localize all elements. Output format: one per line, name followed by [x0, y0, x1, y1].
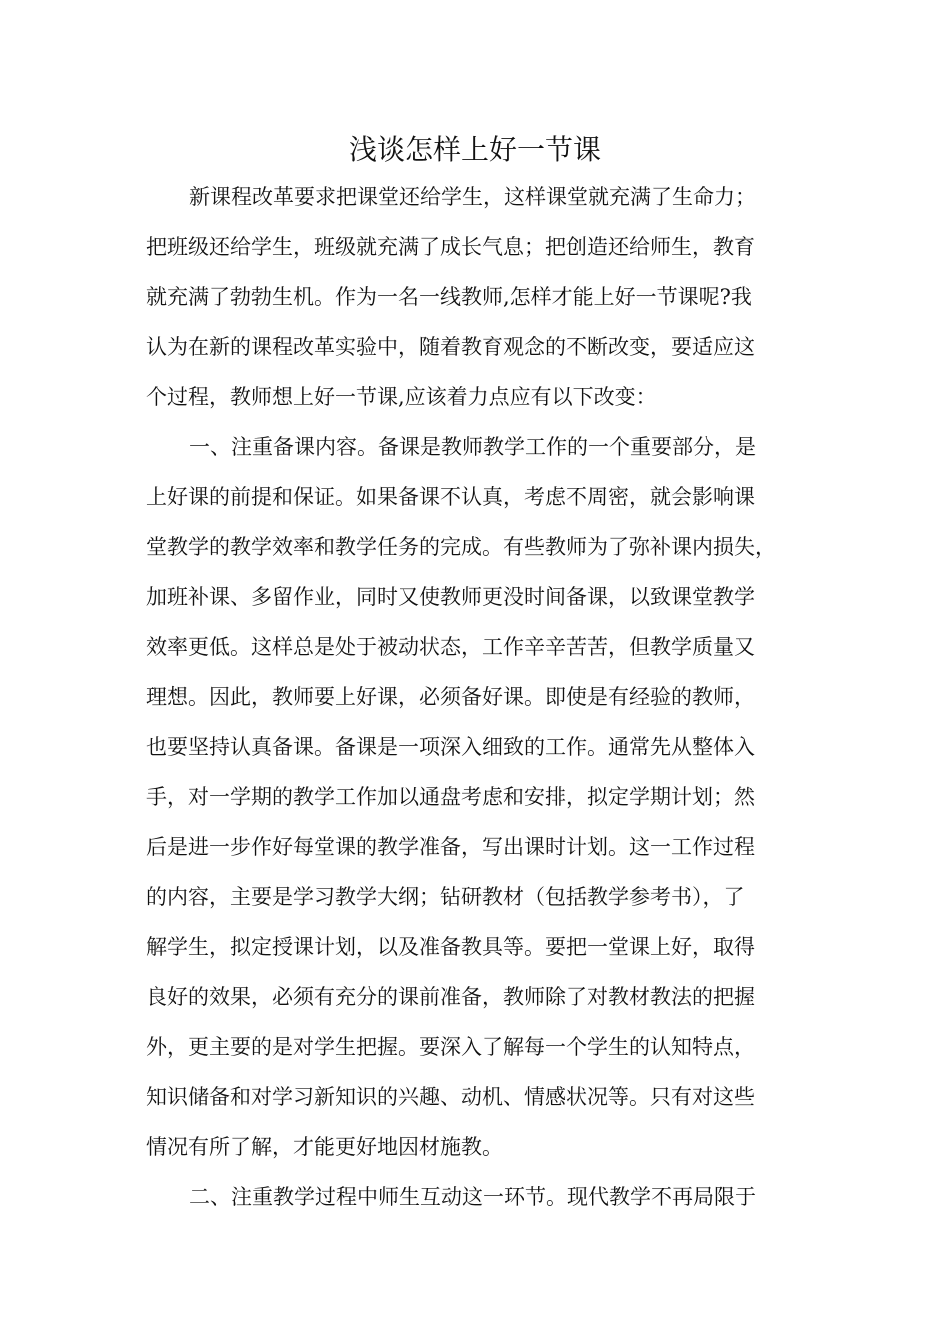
paragraph-2-line-10: 的内容，主要是学习教学大纲；钻研教材（包括教学参考书），了	[146, 885, 745, 909]
paragraph-2-line-12: 良好的效果，必须有充分的课前准备，教师除了对教材教法的把握	[146, 985, 755, 1009]
paragraph-1-line-3: 就充满了勃勃生机。作为一名一线教师,怎样才能上好一节课呢?我	[146, 285, 752, 309]
paragraph-2-line-4: 加班补课、多留作业，同时又使教师更没时间备课，以致课堂教学	[146, 585, 755, 609]
document-title: 浅谈怎样上好一节课	[348, 133, 601, 166]
paragraph-2-line-2: 上好课的前提和保证。如果备课不认真，考虑不周密，就会影响课	[146, 485, 755, 509]
paragraph-1-line-2: 把班级还给学生，班级就充满了成长气息；把创造还给师生，教育	[146, 235, 755, 259]
paragraph-2-line-11: 解学生，拟定授课计划，以及准备教具等。要把一堂课上好，取得	[146, 935, 755, 959]
paragraph-1-line-5: 个过程，教师想上好一节课,应该着力点应有以下改变：	[146, 385, 657, 409]
paragraph-2-line-7: 也要坚持认真备课。备课是一项深入细致的工作。通常先从整体入	[146, 735, 755, 759]
paragraph-2-line-13: 外，更主要的是对学生把握。要深入了解每一个学生的认知特点，	[146, 1035, 755, 1059]
paragraph-3-line-1: 二、注重教学过程中师生互动这一环节。现代教学不再局限于	[189, 1185, 756, 1209]
paragraph-2-line-8: 手，对一学期的教学工作加以通盘考虑和安排，拟定学期计划；然	[146, 785, 755, 809]
paragraph-2-line-9: 后是进一步作好每堂课的教学准备，写出课时计划。这一工作过程	[146, 835, 755, 859]
paragraph-2-line-14: 知识储备和对学习新知识的兴趣、动机、情感状况等。只有对这些	[146, 1085, 755, 1109]
paragraph-1-line-4: 认为在新的课程改革实验中，随着教育观念的不断改变，要适应这	[146, 335, 755, 359]
paragraph-1-line-1: 新课程改革要求把课堂还给学生，这样课堂就充满了生命力；	[189, 185, 756, 209]
paragraph-2-line-1: 一、注重备课内容。备课是教师教学工作的一个重要部分，是	[189, 435, 756, 459]
paragraph-2-line-6: 理想。因此，教师要上好课，必须备好课。即使是有经验的教师，	[146, 685, 755, 709]
paragraph-2-line-3: 堂教学的教学效率和教学任务的完成。有些教师为了弥补课内损失，	[146, 535, 776, 559]
paragraph-2-line-5: 效率更低。这样总是处于被动状态，工作辛辛苦苦，但教学质量又	[146, 635, 755, 659]
paragraph-2-line-15: 情况有所了解，才能更好地因材施教。	[146, 1135, 503, 1159]
